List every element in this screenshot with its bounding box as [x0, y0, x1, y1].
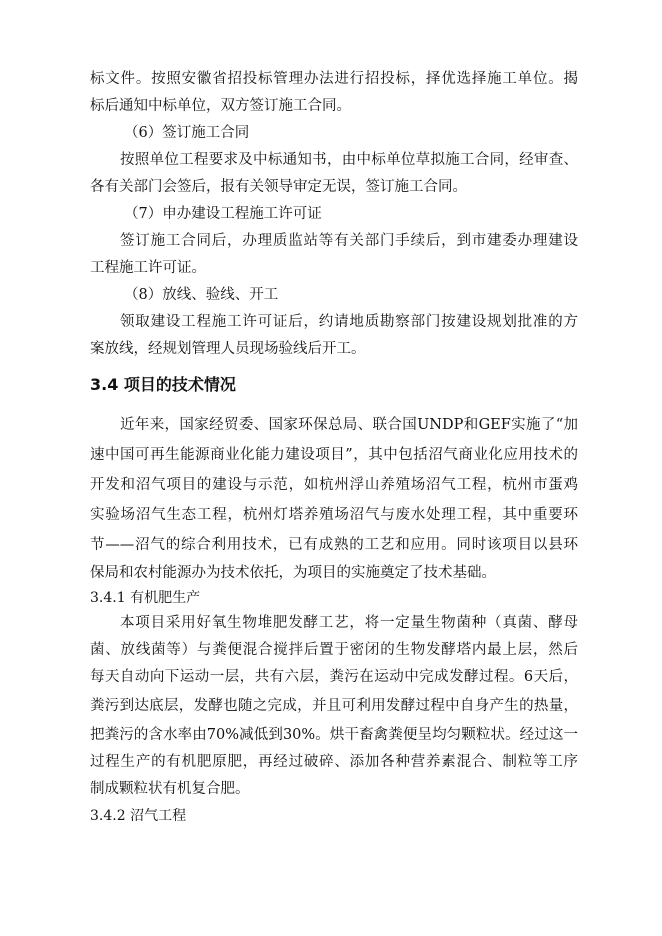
- step-heading: （8）放线、验线、开工: [124, 287, 279, 303]
- paragraph-line: 案放线，经规划管理人员现场验线后开工。: [90, 341, 366, 357]
- paragraph-line: 每天自动向下运动一层，共有六层，粪污在运动中完成发酵过程。6天后，: [90, 669, 578, 685]
- paragraph-line: 领取建设工程施工许可证后，约请地质勘察部门按建设规划批准的方: [120, 314, 578, 330]
- paragraph-line: 按照单位工程要求及中标通知书，由中标单位草拟施工合同，经审查、: [120, 152, 578, 168]
- paragraph-line: 本项目采用好氧生物堆肥发酵工艺，将一定量生物菌种（真菌、酵母: [120, 615, 578, 631]
- paragraph-line: 制成颗粒状有机复合肥。: [90, 781, 250, 797]
- paragraph-line: 近年来，国家经贸委、国家环保总局、联合国UNDP和GEF实施了“加: [120, 417, 578, 433]
- paragraph-line: 标后通知中标单位，双方签订施工合同。: [90, 98, 351, 114]
- paragraph-line: 签订施工合同后，办理质监站等有关部门手续后，到市建委办理建设: [120, 233, 578, 249]
- paragraph-line: 粪污到达底层，发酵也随之完成，并且可利用发酵过程中自身产生的热量，: [90, 698, 578, 714]
- paragraph-line: 保局和农村能源办为技术依托，为项目的实施奠定了技术基础。: [90, 565, 496, 581]
- paragraph-line: 工程施工许可证。: [90, 260, 206, 276]
- paragraph-line: 过程生产的有机肥原肥，再经过破碎、添加各种营养素混合、制粒等工序: [90, 754, 578, 770]
- paragraph-line: 菌、放线菌等）与粪便混合搅拌后置于密闭的生物发酵塔内最上层，然后: [90, 642, 578, 658]
- paragraph-line: 各有关部门会签后，报有关领导审定无误，签订施工合同。: [90, 179, 467, 195]
- step-heading: （6）签订施工合同: [124, 125, 250, 141]
- subsection-heading: 3.4.1 有机肥生产: [90, 590, 201, 606]
- step-heading: （7）申办建设工程施工许可证: [124, 206, 322, 222]
- paragraph-line: 标文件。按照安徽省招投标管理办法进行招投标，择优选择施工单位。揭: [90, 71, 578, 87]
- paragraph-line: 开发和沼气项目的建设与示范，如杭州浮山养殖场沼气工程，杭州市蛋鸡: [90, 477, 578, 493]
- paragraph-line: 实验场沼气生态工程，杭州灯塔养殖场沼气与废水处理工程，其中重要环: [90, 507, 578, 523]
- paragraph-line: 速中国可再生能源商业化能力建设项目”，其中包括沼气商业化应用技术的: [90, 447, 578, 463]
- paragraph-line: 节——沼气的综合利用技术，已有成熟的工艺和应用。同时该项目以县环: [90, 537, 578, 553]
- section-heading: 3.4 项目的技术情况: [90, 375, 236, 394]
- subsection-heading: 3.4.2 沼气工程: [90, 808, 187, 824]
- paragraph-line: 把粪污的含水率由70%减低到30%。烘干畜禽粪便呈均匀颗粒状。经过这一: [90, 727, 578, 743]
